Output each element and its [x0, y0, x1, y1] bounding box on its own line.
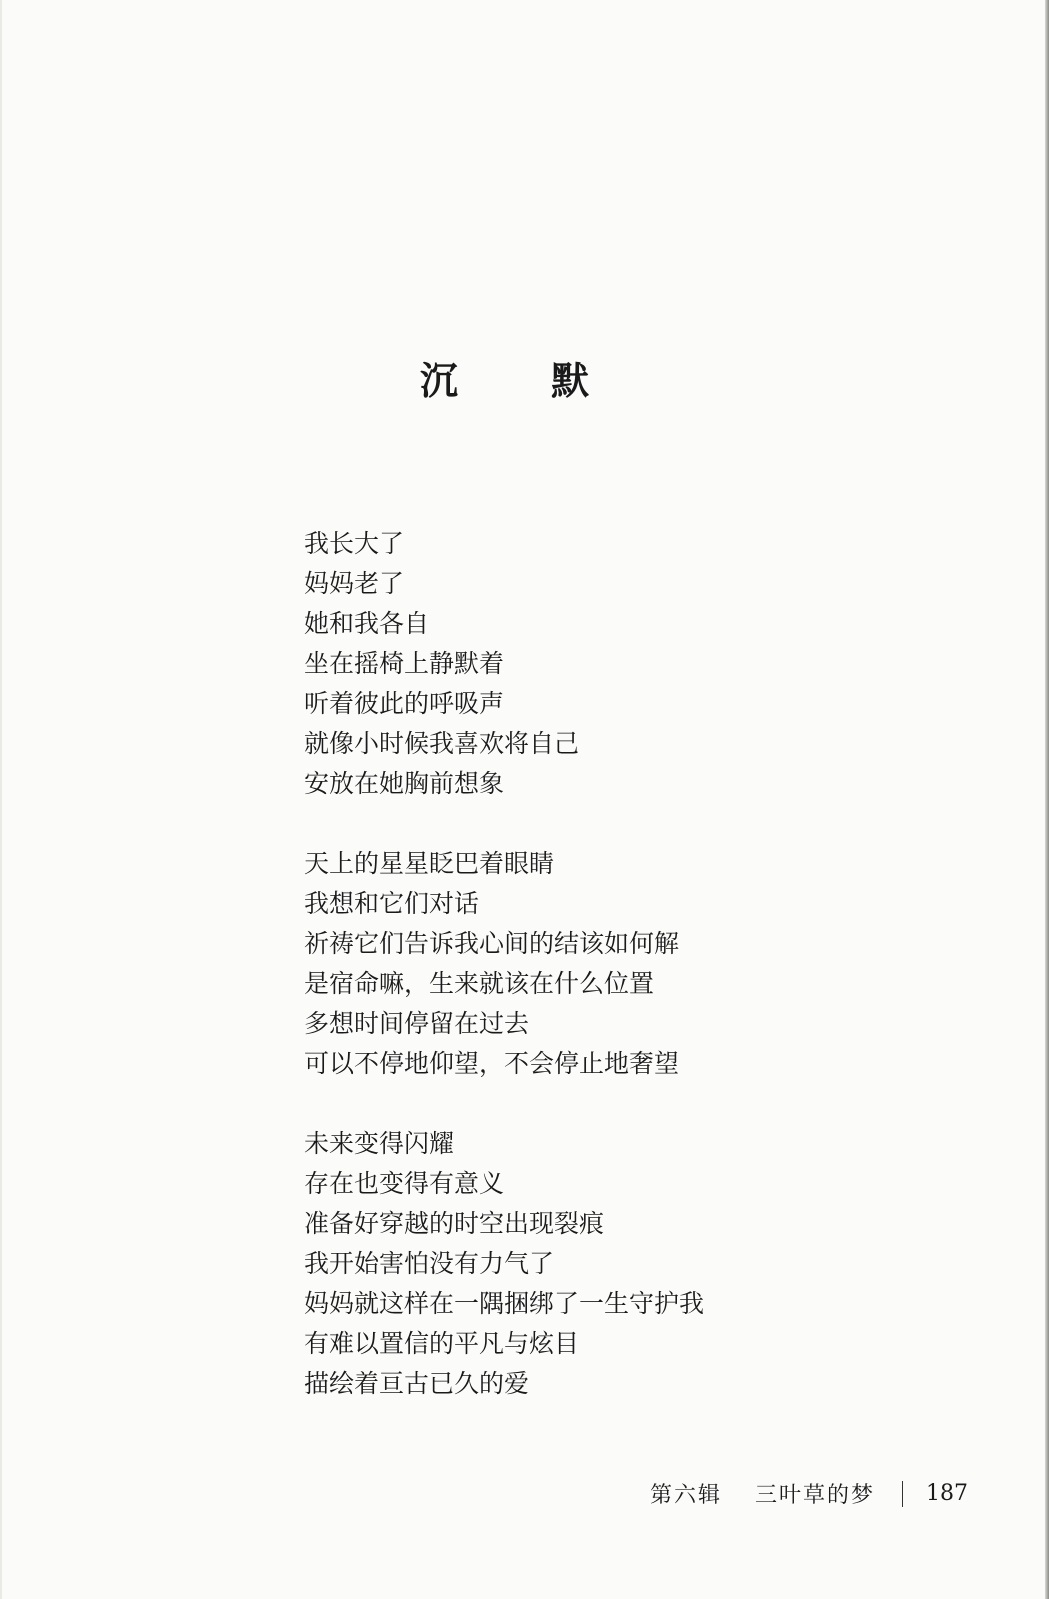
poem-line: 我想和它们对话 — [304, 889, 480, 918]
poem-line: 安放在她胸前想象 — [304, 769, 505, 798]
poem-title: 沉 默 — [419, 358, 630, 403]
stanza-1 — [304, 524, 904, 804]
page-edge-right — [1045, 0, 1049, 1599]
poem-line: 妈妈老了 — [304, 569, 405, 598]
footer-chapter: 三叶草的梦 — [755, 1483, 876, 1508]
poem-line: 是宿命嘛，生来就该在什么位置 — [304, 969, 655, 998]
footer-section: 第六辑 — [650, 1483, 723, 1508]
poem-line: 我开始害怕没有力气了 — [304, 1249, 555, 1278]
poem-line: 坐在摇椅上静默着 — [304, 649, 505, 678]
poem-line: 妈妈就这样在一隅捆绑了一生守护我 — [304, 1289, 705, 1318]
poem-body — [304, 524, 904, 1444]
poem-line: 就像小时候我喜欢将自己 — [304, 729, 580, 758]
poem-line: 有难以置信的平凡与炫目 — [304, 1329, 580, 1358]
poem-line: 天上的星星眨巴着眼睛 — [304, 849, 555, 878]
poem-line: 她和我各自 — [304, 609, 430, 638]
poem-line: 未来变得闪耀 — [304, 1129, 455, 1158]
poem-line: 可以不停地仰望，不会停止地奢望 — [304, 1049, 680, 1078]
poem-line: 描绘着亘古已久的爱 — [304, 1369, 530, 1398]
stanza-3 — [304, 1124, 904, 1404]
footer-divider — [902, 1481, 903, 1507]
poem-line: 我长大了 — [304, 529, 405, 558]
page-number: 187 — [926, 1481, 969, 1506]
poem-line: 多想时间停留在过去 — [304, 1009, 530, 1038]
poem-line: 听着彼此的呼吸声 — [304, 689, 505, 718]
page-edge-left — [0, 0, 2, 1599]
poem-line: 存在也变得有意义 — [304, 1169, 505, 1198]
poem-line: 祈祷它们告诉我心间的结该如何解 — [304, 929, 680, 958]
stanza-2 — [304, 844, 904, 1084]
poem-line: 准备好穿越的时空出现裂痕 — [304, 1209, 605, 1238]
running-footer — [650, 1478, 968, 1509]
